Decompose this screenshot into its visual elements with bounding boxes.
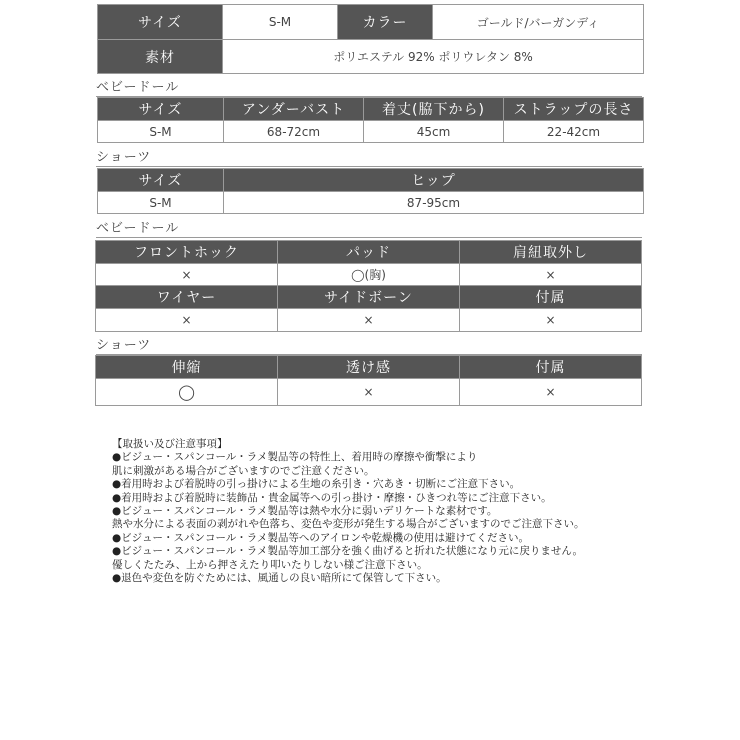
material-label: 素材 — [98, 40, 223, 74]
note-line: ●ビジュー・スパンコール・ラメ製品等の特性上、着用時の摩擦や衝撃により — [112, 451, 478, 464]
babydoll-size-table — [97, 97, 644, 143]
note-line: ●ビジュー・スパンコール・ラメ製品等へのアイロンや乾燥機の使用は避けてください。 — [112, 531, 529, 544]
note-line: ●ビジュー・スパンコール・ラメ製品等は熱や水分に弱いデリケートな素材です。 — [112, 505, 498, 518]
section-title-shorts-features: ショーツ — [96, 338, 642, 355]
section-title-babydoll-features: ベビードール — [96, 221, 642, 238]
color-label: カラー — [338, 5, 433, 40]
value-cell: 68-72cm — [224, 121, 364, 143]
header-cell: 着丈(脇下から) — [364, 98, 504, 121]
value-cell: × — [278, 379, 460, 406]
section-title-babydoll-size: ベビードール — [96, 80, 642, 97]
header-cell: 伸縮 — [96, 356, 278, 379]
header-cell: パッド — [278, 241, 460, 264]
value-cell: × — [460, 309, 642, 332]
header-cell: アンダーバスト — [224, 98, 364, 121]
value-cell: × — [460, 379, 642, 406]
note-line: 肌に刺激がある場合がございますのでご注意ください。 — [112, 464, 375, 477]
material-value: ポリエステル 92% ポリウレタン 8% — [223, 40, 644, 74]
header-cell: ストラップの長さ — [504, 98, 644, 121]
note-line: ●退色や変色を防ぐためには、風通しの良い暗所にて保管して下さい。 — [112, 572, 447, 585]
note-line: ●着用時および着脱時に装飾品・貴金属等への引っ掛け・摩擦・ひきつれ等にご注意下さい。 — [112, 491, 552, 504]
spec-table — [97, 4, 644, 74]
value-cell: × — [460, 264, 642, 286]
value-cell: 22-42cm — [504, 121, 644, 143]
value-cell: × — [96, 309, 278, 332]
header-cell: 付属 — [460, 286, 642, 309]
header-cell: 肩紐取外し — [460, 241, 642, 264]
value-cell: 45cm — [364, 121, 504, 143]
care-notes — [112, 438, 672, 585]
section-title-shorts-size: ショーツ — [96, 150, 642, 167]
value-cell: S-M — [98, 192, 224, 214]
header-cell: サイズ — [98, 98, 224, 121]
value-cell: 87-95cm — [224, 192, 644, 214]
value-cell: S-M — [98, 121, 224, 143]
header-cell: 付属 — [460, 356, 642, 379]
size-label: サイズ — [98, 5, 223, 40]
header-cell: ヒップ — [224, 169, 644, 192]
babydoll-features-table — [95, 240, 642, 332]
color-value: ゴールド/バーガンディ — [433, 5, 644, 40]
note-line: ●着用時および着脱時の引っ掛けによる生地の糸引き・穴あき・切断にご注意下さい。 — [112, 478, 521, 491]
value-cell: × — [278, 309, 460, 332]
shorts-size-table — [97, 168, 644, 214]
header-cell: ワイヤー — [96, 286, 278, 309]
header-cell: サイズ — [98, 169, 224, 192]
header-cell: 透け感 — [278, 356, 460, 379]
note-line: ●ビジュー・スパンコール・ラメ製品等加工部分を強く曲げると折れた状態になり元に戻りません。 — [112, 545, 584, 558]
size-value: S-M — [223, 5, 338, 40]
notes-heading: 【取扱い及び注意事項】 — [112, 438, 228, 450]
header-cell: サイドボーン — [278, 286, 460, 309]
note-line: 熱や水分による表面の剥がれや色落ち、変色や変形が発生する場合がございますのでご注意下さい。 — [112, 518, 585, 531]
shorts-features-table — [95, 355, 642, 406]
value-cell: ◯(胸) — [278, 264, 460, 286]
header-cell: フロントホック — [96, 241, 278, 264]
value-cell: × — [96, 264, 278, 286]
value-cell: ◯ — [96, 379, 278, 406]
note-line: 優しくたたみ、上から押さえたり叩いたりしない様ご注意下さい。 — [112, 558, 428, 571]
